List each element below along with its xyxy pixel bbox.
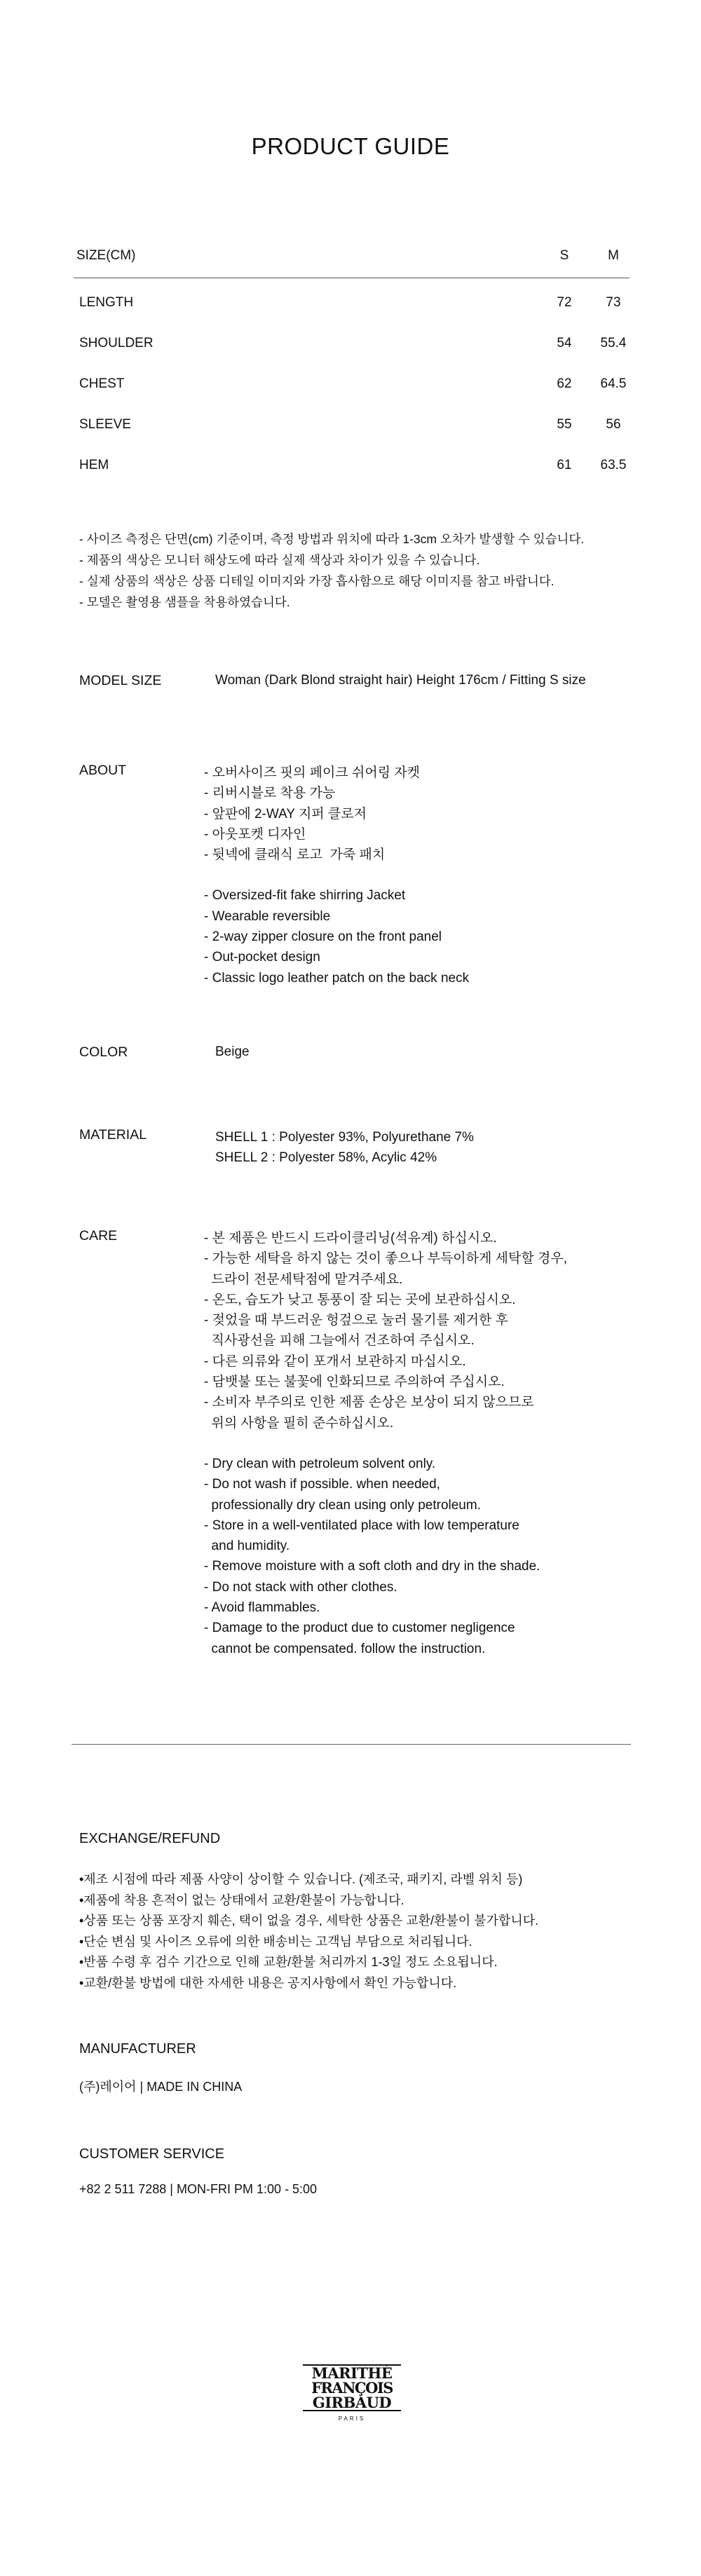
material-label: MATERIAL	[79, 1127, 147, 1143]
table-row	[74, 448, 629, 489]
exchange-section	[79, 1831, 220, 1847]
list-item: - 다른 의류와 같이 포개서 보관하지 마십시오.	[204, 1354, 466, 1369]
size-notes	[79, 529, 584, 613]
list-item: - Remove moisture with a soft cloth and dry in the shade.	[204, 1559, 540, 1574]
list-item: - Do not wash if possible. when needed,	[204, 1477, 440, 1492]
row-label: LENGTH	[79, 295, 134, 310]
list-item: - 앞판에 2-WAY 지퍼 클로저	[204, 806, 367, 822]
model-size-label: MODEL SIZE	[79, 673, 162, 688]
list-item: - Damage to the product due to customer negligence	[204, 1621, 515, 1636]
manufacturer-title: MANUFACTURER	[79, 2041, 196, 2057]
list-item: - Wearable reversible	[204, 908, 331, 924]
list-item: - 온도, 습도가 낮고 통풍이 잘 되는 곳에 보관하십시오.	[204, 1292, 516, 1307]
note-line: - 실제 상품의 색상은 상품 디테일 이미지와 가장 흡사함으로 해당 이미지를 참고 바랍니다.	[79, 574, 554, 588]
list-item: •제품에 착용 흔적이 없는 상태에서 교환/환불이 가능합니다.	[79, 1893, 404, 1907]
row-value-m: 73	[606, 295, 621, 310]
row-label: SLEEVE	[79, 417, 131, 432]
list-item: - Store in a well-ventilated place with low temperature	[204, 1518, 519, 1533]
list-item: - 담뱃불 또는 불꽃에 인화되므로 주의하여 주십시오.	[204, 1375, 505, 1390]
table-row	[74, 367, 629, 407]
about-label: ABOUT	[79, 763, 127, 778]
logo-line-3: GIRBAUD	[312, 2394, 392, 2411]
customer-service-value: +82 2 511 7288 | MON-FRI PM 1:00 - 5:00	[79, 2182, 318, 2196]
material-list	[215, 1127, 474, 1168]
list-item: •상품 또는 상품 포장지 훼손, 택이 없을 경우, 세탁한 상품은 교환/환불이 불가합니다.	[79, 1914, 539, 1928]
list-item: •제조 시점에 따라 제품 사양이 상이할 수 있습니다. (제조국, 패키지, 라벨 위치 등)	[79, 1872, 523, 1886]
row-value-m: 64.5	[600, 376, 627, 391]
list-item: - 젖었을 때 부드러운 헝겊으로 눌러 물기를 제거한 후	[204, 1313, 508, 1328]
brand-logo	[301, 2364, 402, 2422]
row-label: HEM	[79, 458, 109, 472]
manufacturer-section	[79, 2041, 242, 2095]
color-label: COLOR	[79, 1044, 128, 1060]
row-label: CHEST	[79, 376, 125, 391]
list-item: 위의 사항을 필히 준수하십시오.	[204, 1415, 394, 1431]
note-line: - 모델은 촬영용 샘플을 착용하였습니다.	[79, 595, 290, 609]
list-item: professionally dry clean using only petroleum.	[204, 1497, 481, 1513]
list-item: - 본 제품은 반드시 드라이클리닝(석유계) 하십시오.	[204, 1231, 497, 1246]
size-table-header	[74, 245, 629, 278]
row-label: SHOULDER	[79, 336, 154, 350]
row-value-m: 63.5	[600, 458, 627, 472]
exchange-title: EXCHANGE/REFUND	[79, 1831, 221, 1846]
list-item: •단순 변심 및 사이즈 오류에 의한 배송비는 고객님 부담으로 처리됩니다.	[79, 1934, 472, 1949]
size-table	[74, 245, 629, 489]
exchange-list	[79, 1869, 538, 1994]
customer-service-title: CUSTOMER SERVICE	[79, 2146, 225, 2162]
row-value-s: 62	[557, 376, 572, 391]
table-row	[74, 285, 629, 326]
row-value-m: 56	[606, 417, 621, 432]
logo-city: PARIS	[338, 2415, 366, 2422]
list-item: - 소비자 부주의로 인한 제품 손상은 보상이 되지 않으므로	[204, 1395, 534, 1410]
list-item: - Dry clean with petroleum solvent only.	[204, 1456, 436, 1471]
row-value-s: 55	[557, 417, 572, 432]
page-title: PRODUCT GUIDE	[251, 133, 450, 159]
logo-line-1: MARITHÉ	[311, 2364, 393, 2382]
note-line: - 제품의 색상은 모니터 해상도에 따라 실제 색상과 차이가 있을 수 있습니다.	[79, 553, 480, 567]
care-list	[204, 1228, 567, 1659]
list-item: - 가능한 세탁을 하지 않는 것이 좋으나 부득이하게 세탁할 경우,	[204, 1251, 567, 1267]
row-value-m: 55.4	[600, 336, 627, 350]
row-value-s: 61	[557, 458, 572, 472]
list-item: and humidity.	[204, 1539, 290, 1554]
manufacturer-value: (주)레이어 | MADE IN CHINA	[79, 2080, 243, 2094]
list-item: - Avoid flammables.	[204, 1600, 320, 1616]
list-item: - 오버사이즈 핏의 페이크 쉬어링 자켓	[204, 765, 421, 780]
list-item: - 뒷넥에 클래식 로고 가죽 패치	[204, 847, 386, 863]
list-item: - 2-way zipper closure on the front panel	[204, 929, 442, 945]
about-list	[204, 763, 469, 988]
list-item: 드라이 전문세탁점에 맡겨주세요.	[204, 1272, 403, 1287]
row-value-s: 72	[557, 295, 572, 310]
table-row	[74, 326, 629, 367]
table-row	[74, 407, 629, 448]
size-header-m: M	[608, 248, 619, 263]
material-line: SHELL 1 : Polyester 93%, Polyurethane 7%	[215, 1130, 474, 1145]
logo-line-2: FRANÇOIS	[311, 2379, 393, 2397]
color-value: Beige	[215, 1044, 250, 1059]
list-item: •교환/환불 방법에 대한 자세한 내용은 공지사항에서 확인 가능합니다.	[79, 1975, 457, 1990]
list-item: - 아웃포켓 디자인	[204, 826, 306, 842]
row-value-s: 54	[557, 336, 572, 350]
list-item: - Do not stack with other clothes.	[204, 1579, 397, 1595]
customer-service-section	[79, 2146, 317, 2197]
list-item: - 리버시블로 착용 가능	[204, 786, 336, 801]
list-item: - Out-pocket design	[204, 950, 320, 965]
size-header-label: SIZE(CM)	[76, 248, 136, 263]
list-item: - Oversized-fit fake shirring Jacket	[204, 888, 406, 904]
list-item: •반품 수령 후 검수 기간으로 인해 교환/환불 처리까지 1-3일 정도 소요됩니다.	[79, 1955, 498, 1969]
size-header-s: S	[559, 248, 569, 263]
list-item: - Classic logo leather patch on the back neck	[204, 970, 470, 986]
model-size-value: Woman (Dark Blond straight hair) Height 176cm / Fitting S size	[215, 673, 586, 688]
section-divider	[72, 1744, 631, 1745]
list-item: 직사광선을 피해 그늘에서 건조하여 주십시오.	[204, 1333, 475, 1349]
list-item: cannot be compensated. follow the instruction.	[204, 1641, 486, 1656]
care-label: CARE	[79, 1228, 118, 1243]
material-line: SHELL 2 : Polyester 58%, Acylic 42%	[215, 1150, 437, 1165]
note-line: - 사이즈 측정은 단면(cm) 기준이며, 측정 방법과 위치에 따라 1-3cm 오차가 발생할 수 있습니다.	[79, 532, 585, 546]
